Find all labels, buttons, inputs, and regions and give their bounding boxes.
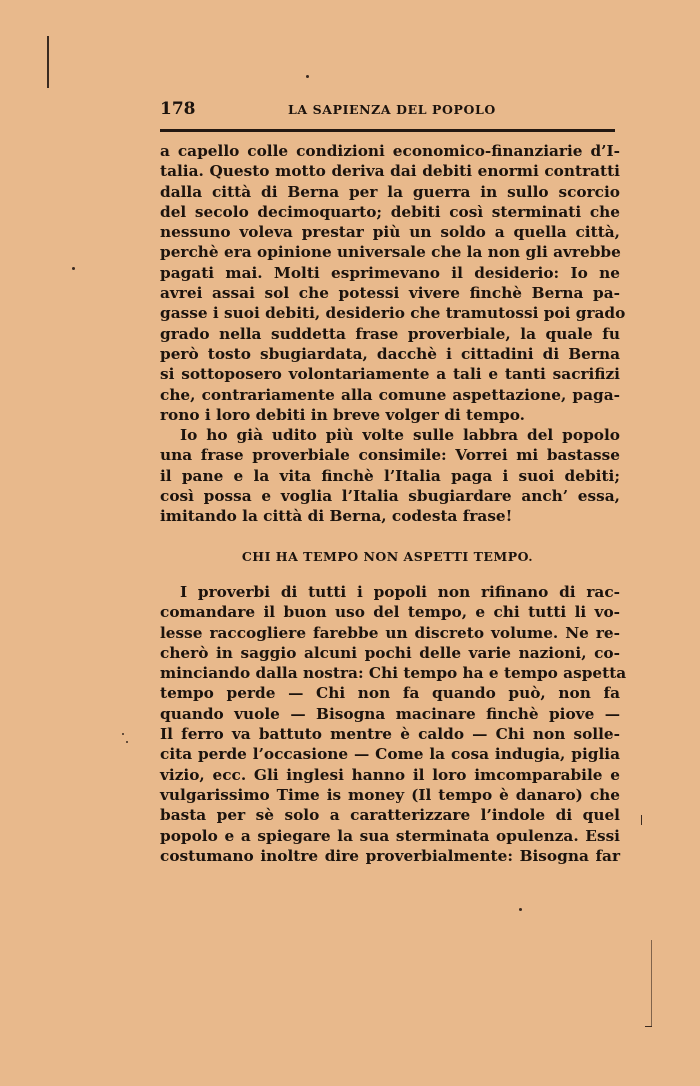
text-line: popolo e a spiegare la sua sterminata opulenza. Essi	[160, 826, 620, 845]
text-line: tempo perde — Chi non fa quando può, non fa	[160, 684, 620, 703]
scan-mark	[47, 36, 49, 88]
text-line: però tosto sbugiardata, dacchè i cittadini di Berna	[160, 344, 620, 363]
text-line: una frase proverbiale consimile: Vorrei mi bastasse	[160, 446, 620, 465]
text-line: del secolo decimoquarto; debiti così sterminati che	[160, 202, 620, 221]
scan-mark	[645, 1026, 652, 1027]
scan-dot	[306, 75, 309, 78]
scan-dot	[122, 733, 124, 735]
section-heading: CHI HA TEMPO NON ASPETTI TEMPO.	[241, 549, 534, 564]
page-number: 178	[160, 99, 196, 119]
text-line: il pane e la vita finchè l’Italia paga i suoi debiti;	[160, 466, 620, 485]
text-line: Io ho già udito più volte sulle labbra del popolo	[180, 426, 620, 445]
text-line: cita perde l’occasione — Come la cosa indugia, piglia	[160, 745, 620, 764]
page-header	[160, 99, 620, 123]
text-line: a capello colle condizioni economico-finanziarie d’I-	[160, 142, 620, 160]
text-line: I proverbi di tutti i popoli non rifinano di rac-	[180, 583, 620, 601]
scan-dot	[126, 741, 128, 743]
text-line: avrei assai sol che potessi vivere finchè Berna pa-	[160, 284, 620, 303]
text-line: quando vuole — Bisogna macinare finchè piove —	[160, 704, 620, 723]
text-line: cherò in saggio alcuni pochi delle varie nazioni, co-	[160, 643, 620, 662]
text-line: perchè era opinione universale che la non gli avrebbe	[160, 243, 621, 262]
text-line: dalla città di Berna per la guerra in sullo scorcio	[160, 182, 620, 201]
text-line: lesse raccogliere farebbe un discreto volume. Ne re-	[160, 623, 620, 642]
text-line: gasse i suoi debiti, desiderio che tramutossi poi grado	[160, 304, 626, 323]
paragraph-time-proverbs	[160, 582, 627, 866]
text-line: che, contrariamente alla comune aspettazione, paga-	[160, 385, 620, 404]
text-line: vizio, ecc. Gli inglesi hanno il loro imcomparabile e	[160, 765, 620, 784]
text-line: pagati mai. Molti esprimevano il desiderio: Io ne	[160, 263, 620, 282]
text-line: comandare il buon uso del tempo, e chi tutti li vo-	[160, 603, 620, 622]
paragraph-italy-debts	[160, 425, 620, 526]
paragraph-berna-debts	[160, 141, 626, 425]
text-line: nessuno voleva prestar più un soldo a quella città,	[160, 223, 620, 242]
text-line: Il ferro va battuto mentre è caldo — Chi non solle-	[160, 725, 620, 744]
text-line: così possa e voglia l’Italia sbugiardare anch’ essa,	[160, 487, 620, 506]
header-rule	[160, 129, 615, 132]
text-line: talia. Questo motto deriva dai debiti enormi contratti	[160, 162, 620, 181]
running-title: LA SAPIENZA DEL POPOLO	[288, 102, 496, 117]
scan-mark	[641, 815, 642, 825]
text-line: grado nella suddetta frase proverbiale, la quale fu	[160, 324, 620, 343]
text-line: vulgarissimo Time is money (Il tempo è danaro) che	[160, 785, 620, 804]
text-line: basta per sè solo a caratterizzare l’indole di quel	[160, 806, 620, 825]
text-line: minciando dalla nostra: Chi tempo ha e tempo aspetta	[160, 664, 627, 683]
text-line: imitando la città di Berna, codesta frase!	[160, 507, 513, 526]
scan-mark	[651, 940, 652, 1026]
scan-dot	[72, 267, 75, 270]
scan-dot	[519, 908, 522, 911]
text-line: costumano inoltre dire proverbialmente: Bisogna far	[160, 846, 620, 865]
text-line: si sottoposero volontariamente a tali e tanti sacrifizi	[160, 365, 620, 384]
text-line: rono i loro debiti in breve volger di tempo.	[160, 405, 525, 424]
